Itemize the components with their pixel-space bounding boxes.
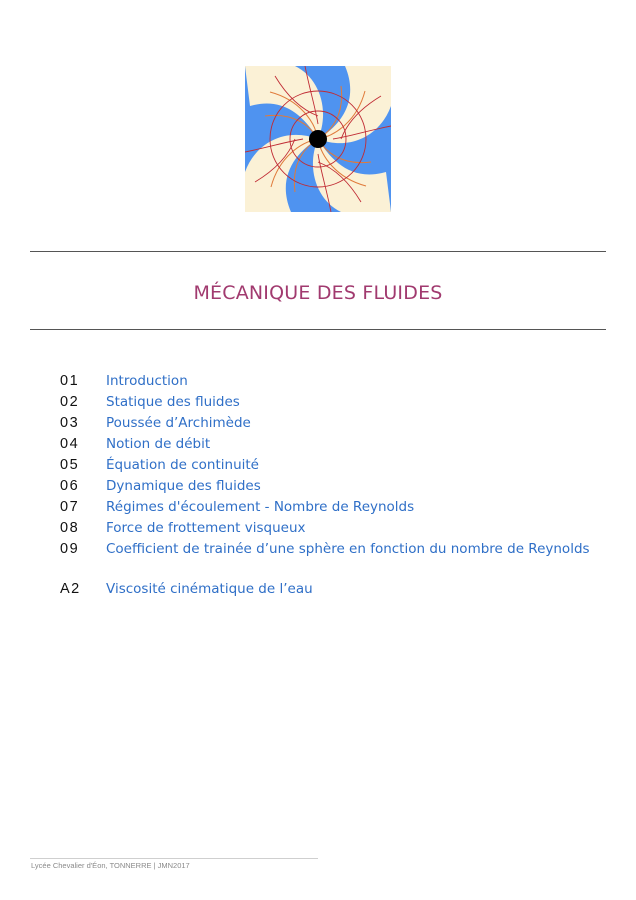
toc-number: 08 (60, 520, 80, 536)
toc-link[interactable]: Régimes d'écoulement - Nombre de Reynolds (106, 499, 415, 515)
toc-number: 06 (60, 478, 80, 494)
toc-link[interactable]: Statique des fluides (106, 394, 240, 410)
toc-item[interactable] (60, 455, 620, 476)
toc-link[interactable]: Introduction (106, 373, 188, 389)
annex-link[interactable]: Viscosité cinématique de l’eau (106, 581, 313, 597)
logo-center-dot (309, 130, 327, 148)
toc-item[interactable] (60, 497, 620, 518)
spiral-flow-logo-icon (245, 66, 391, 212)
annex-number: A2 (60, 581, 81, 597)
toc-number: 07 (60, 499, 80, 515)
toc-number: 02 (60, 394, 80, 410)
toc-item[interactable] (60, 371, 620, 392)
toc-spacer (60, 560, 620, 579)
footer-rule (30, 858, 318, 859)
document-title: MÉCANIQUE DES FLUIDES (193, 282, 443, 304)
toc-item[interactable] (60, 476, 620, 497)
toc-link[interactable]: Force de frottement visqueux (106, 520, 306, 536)
toc-number: 09 (60, 541, 80, 557)
toc-link[interactable]: Notion de débit (106, 436, 211, 452)
toc-item[interactable] (60, 539, 620, 560)
toc-link[interactable]: Poussée d’Archimède (106, 415, 251, 431)
toc-item[interactable] (60, 518, 620, 539)
table-of-contents (60, 371, 620, 600)
toc-number: 04 (60, 436, 80, 452)
toc-number: 05 (60, 457, 80, 473)
toc-link[interactable]: Dynamique des fluides (106, 478, 261, 494)
toc-link[interactable]: Coefficient de trainée d’une sphère en fonction du nombre de Reynolds (106, 541, 590, 557)
toc-item[interactable] (60, 434, 620, 455)
spiral-logo-graphic (245, 66, 391, 212)
title-bottom-rule (30, 329, 606, 330)
toc-item[interactable] (60, 392, 620, 413)
toc-link[interactable]: Équation de continuité (106, 457, 259, 473)
title-top-rule (30, 251, 606, 252)
footer-text: Lycée Chevalier d'Éon, TONNERRE | JMN2017 (31, 861, 190, 870)
annex-item[interactable] (60, 579, 620, 600)
toc-number: 01 (60, 373, 80, 389)
toc-item[interactable] (60, 413, 620, 434)
toc-number: 03 (60, 415, 80, 431)
